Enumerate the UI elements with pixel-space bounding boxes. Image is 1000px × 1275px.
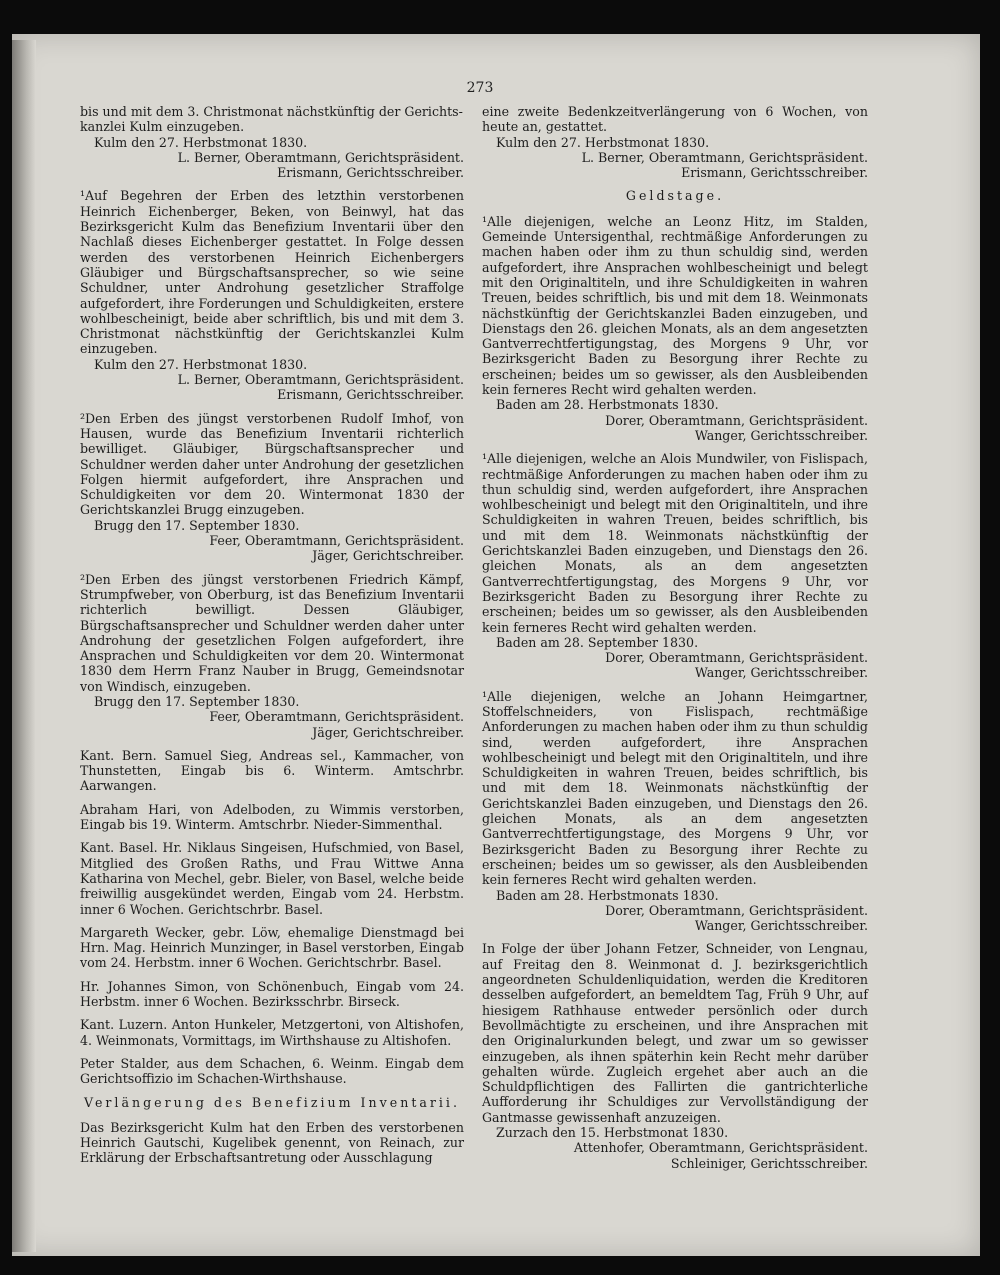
signature-president: L. Berner, Oberamtmann, Gerichtspräsident. — [177, 149, 464, 165]
section-heading: Verlängerung des Benefizium Inventarii. — [84, 1094, 460, 1110]
notice-simon — [80, 979, 464, 1010]
signature-president: Dorer, Oberamtmann, Gerichtspräsident. — [605, 412, 868, 428]
notice-text: Kant. Bern. Samuel Sieg, Andreas sel., Kammacher, von Thunstetten, Eingab bis 6. Winterm. Amtschrbr. Aarwangen. — [80, 747, 464, 794]
notice-text: Das Bezirksgericht Kulm hat den Erben des verstorbenen Heinrich Gautschi, Kugelibek genennt, von Reinach, zur Erklärung der Erbschaftsantretung oder Ausschlagung — [80, 1119, 464, 1166]
notice-text: ¹Auf Begehren der Erben des letzthin verstorbenen Heinrich Eichenberger, Beken, von Beinwyl, hat das Bezirksgericht Kulm das Benefizium Inventarii über den Nachlaß dieses Eichenberger gestattet. In Folge dessen werden des verstorbenen Heinrich Eichenbergers Gläubiger und Bürgschaftsansprecher, so wie seine Schuldner, unter Androhung gesetzlicher Straffolge aufgefordert, ihre Forderungen und Schuldigkeiten, erstere wohlbescheinigt, beide aber schriftlich, bis und mit dem 3. Christmonat nächstkünftig der Gerichtskanzlei Kulm einzugeben. — [80, 188, 464, 357]
right-column — [482, 104, 868, 1179]
signature-clerk: Erismann, Gerichtsschreiber. — [277, 387, 464, 403]
notice-date: Baden am 28. Herbstmonats 1830. — [496, 397, 719, 413]
notice-date: Brugg den 17. September 1830. — [94, 517, 300, 533]
notice-heimgartner — [482, 689, 868, 934]
signature-clerk: Jäger, Gerichtschreiber. — [312, 724, 464, 740]
page-gutter — [12, 40, 36, 1252]
notice-hitz — [482, 214, 868, 443]
left-column — [80, 104, 464, 1174]
section-heading: Geldstage. — [625, 188, 725, 204]
notice-eichenberger — [80, 188, 464, 402]
notice-text: Margareth Wecker, gebr. Löw, ehemalige Dienstmagd bei Hrn. Mag. Heinrich Munzinger, in Basel verstorben, Eingab vom 24. Herbstm. inner 6 Wochen. Gerichtschrbr. Basel. — [80, 924, 464, 971]
signature-president: L. Berner, Oberamtmann, Gerichtspräsident. — [177, 372, 464, 388]
notice-sieg — [80, 748, 464, 794]
notice-date: Baden am 28. September 1830. — [496, 634, 699, 650]
notice-text: Kant. Luzern. Anton Hunkeler, Metzgertoni, von Altishofen, 4. Weinmonats, Vormittags, im Wirthshause zu Altishofen. — [80, 1017, 464, 1048]
notice-gautschi-continuation — [482, 104, 868, 180]
notice-text: Kant. Basel. Hr. Niklaus Singeisen, Hufschmied, von Basel, Mitglied des Großen Raths, und Frau Wittwe Anna Katharina von Mechel, gebr. Bieler, von Basel, welche beide freiwillig ausgekündet werden, Eingab vom 24. Herbstm. inner 6 Wochen. Gerichtschrbr. Basel. — [80, 840, 464, 917]
signature-president: L. Berner, Oberamtmann, Gerichtspräsident. — [581, 149, 868, 165]
notice-stalder — [80, 1056, 464, 1087]
page-number: 273 — [466, 80, 494, 96]
notice-wecker — [80, 925, 464, 971]
notice-date: Brugg den 17. September 1830. — [94, 693, 300, 709]
notice-text: Hr. Johannes Simon, von Schönenbuch, Eingab vom 24. Herbstm. inner 6 Wochen. Bezirksschrbr. Birseck. — [80, 978, 464, 1010]
notice-hunkeler — [80, 1017, 464, 1048]
notice-continuation — [80, 104, 464, 180]
signature-clerk: Wanger, Gerichtsschreiber. — [694, 427, 868, 443]
signature-president: Attenhofer, Oberamtmann, Gerichtspräsident. — [573, 1140, 868, 1156]
signature-president: Dorer, Oberamtmann, Gerichtspräsident. — [605, 650, 868, 666]
notice-text: Abraham Hari, von Adelboden, zu Wimmis verstorben, Eingab bis 19. Winterm. Amtschrbr. Nieder-Simmenthal. — [80, 801, 464, 833]
notice-text: kanzlei Kulm einzugeben. — [80, 119, 245, 135]
notice-date: Kulm den 27. Herbstmonat 1830. — [94, 134, 308, 150]
notice-gautschi — [80, 1120, 464, 1166]
signature-clerk: Jäger, Gerichtschreiber. — [312, 548, 464, 564]
signature-president: Dorer, Oberamtmann, Gerichtspräsident. — [605, 902, 868, 918]
notice-text: In Folge der über Johann Fetzer, Schneider, von Lengnau, auf Freitag den 8. Weinmonat d. J. bezirksgerichtlich angeordneten Schuldenliquidation, werden die Kreditoren desselben aufgefordert, an bemeldtem Tag, Früh 9 Uhr, auf hiesigem Rathhause entweder persönlich oder durch Bevollmächtigte zu erscheinen, und ihre Ansprachen mit den Originalurkunden belegt, und zwar um so gewisser einzugeben, als ihnen späterhin kein Recht mehr darüber gehalten würde. Zugleich ergehet aber auch an die Schuldpflichtigen des Fallirten die gantrichterliche Aufforderung ihr Schuldiges zur Vervollständigung der Gantmasse gewissenhaft anzuzeigen. — [482, 941, 868, 1125]
signature-clerk: Schleiniger, Gerichtsschreiber. — [670, 1155, 868, 1171]
notice-date: Kulm den 27. Herbstmonat 1830. — [496, 134, 710, 150]
notice-text: bis und mit dem 3. Christmonat nächstkünftig der Gerichts- — [80, 104, 463, 119]
notice-imhof — [80, 411, 464, 564]
notice-text: ¹Alle diejenigen, welche an Johann Heimgartner, Stoffelschneiders, von Fislispach, rechtmäßige Anforderungen zu machen haben oder ihm zu thun schuldig sind, werden aufgefordert, ihre Ansprachen wohlbescheinigt und belegt mit den Originaltiteln, und ihre Schuldigkeiten in wahren Treuen, beides schriftlich, bis und mit dem 18. Weinmonats nächstkünftig der Gerichtskanzlei Baden einzugeben, und Dienstags den 26. gleichen Monats, als an dem angesetzten Gantverrechtfertigungstage, des Morgens 9 Uhr, vor Bezirksgericht Baden zu Besorgung ihrer Rechte zu erscheinen; beides um so gewisser, als den Ausbleibenden kein ferneres Recht wird gehalten werden. — [482, 688, 868, 888]
notice-text: Peter Stalder, aus dem Schachen, 6. Weinm. Eingab dem Gerichtsoffizio im Schachen-Wirthshause. — [80, 1055, 464, 1087]
notice-mundwiler — [482, 451, 868, 680]
notice-text: ¹Alle diejenigen, welche an Leonz Hitz, im Stalden, Gemeinde Untersigenthal, rechtmäßige Anforderungen zu machen haben oder ihm zu thun schuldig sind, werden aufgefordert, ihre Ansprachen wohlbescheinigt und belegt mit den Originaltiteln, und ihre Schuldigkeiten in wahren Treuen, beides schriftlich, bis und mit dem 18. Weinmonats nächstkünftig der Gerichtskanzlei Baden einzugeben, und Dienstags den 26. gleichen Monats, als an dem angesetzten Gantverrechtfertigungstag, des Morgens 9 Uhr, vor Bezirksgericht Baden zu Besorgung ihrer Rechte zu erscheinen; beides um so gewisser, als den Ausbleibenden kein ferneres Recht wird gehalten werden. — [482, 213, 868, 398]
signature-president: Feer, Oberamtmann, Gerichtspräsident. — [209, 533, 464, 549]
signature-clerk: Erismann, Gerichtsschreiber. — [277, 165, 464, 181]
notice-text: eine zweite Bedenkzeitverlängerung von 6 Wochen, von heute an, gestattet. — [482, 104, 868, 135]
notice-date: Kulm den 27. Herbstmonat 1830. — [94, 356, 308, 372]
notice-kaempf — [80, 572, 464, 740]
notice-date: Zurzach den 15. Herbstmonat 1830. — [496, 1125, 729, 1140]
signature-clerk: Wanger, Gerichtsschreiber. — [694, 918, 868, 934]
notice-text: ²Den Erben des jüngst verstorbenen Friedrich Kämpf, Strumpfweber, von Oberburg, ist das Benefizium Inventarii richterlich bewilligt. Dessen Gläubiger, Bürgschaftsansprecher und Schuldner werden daher unter Androhung der gesetzlichen Folgen aufgefordert, ihre Ansprachen und Schuldigkeiten vor dem 20. Wintermonat 1830 dem Herrn Franz Nauber in Brugg, Gemeindsnotar von Windisch, einzugeben. — [80, 571, 464, 694]
signature-clerk: Wanger, Gerichtsschreiber. — [694, 665, 868, 681]
notice-hari — [80, 802, 464, 833]
notice-singeisen — [80, 840, 464, 916]
notice-text: ¹Alle diejenigen, welche an Alois Mundwiler, von Fislispach, rechtmäßige Anforderungen zu machen haben oder ihm zu thun schuldig sind, werden aufgefordert, ihre Ansprachen wohlbescheinigt und belegt mit den Originaltiteln, und ihre Schuldigkeiten in wahren Treuen, beides schriftlich, bis und mit dem 18. Weinmonats nächstkünftig der Gerichtskanzlei Baden einzugeben, und Dienstags den 26. gleichen Monats, als an dem angesetzten Gantverrechtfertigungstag, des Morgens 9 Uhr, vor Bezirksgericht Baden zu Besorgung ihrer Rechte zu erscheinen; beides um so gewisser, als den Ausbleibenden kein ferneres Recht wird gehalten werden. — [482, 451, 868, 635]
notice-text: ²Den Erben des jüngst verstorbenen Rudolf Imhof, von Hausen, wurde das Benefizium Inventarii richterlich bewilliget. Gläubiger, Bürgschaftsansprecher und Schuldner werden daher unter Androhung der gesetzlichen Folgen hiermit aufgefordert, ihre Ansprachen und Schuldigkeiten vor dem 20. Wintermonat 1830 der Gerichtskanzlei Brugg einzugeben. — [80, 410, 464, 518]
notice-fetzer — [482, 941, 868, 1170]
signature-president: Feer, Oberamtmann, Gerichtspräsident. — [209, 709, 464, 725]
signature-clerk: Erismann, Gerichtsschreiber. — [681, 165, 868, 181]
notice-date: Baden am 28. Herbstmonats 1830. — [496, 887, 719, 903]
